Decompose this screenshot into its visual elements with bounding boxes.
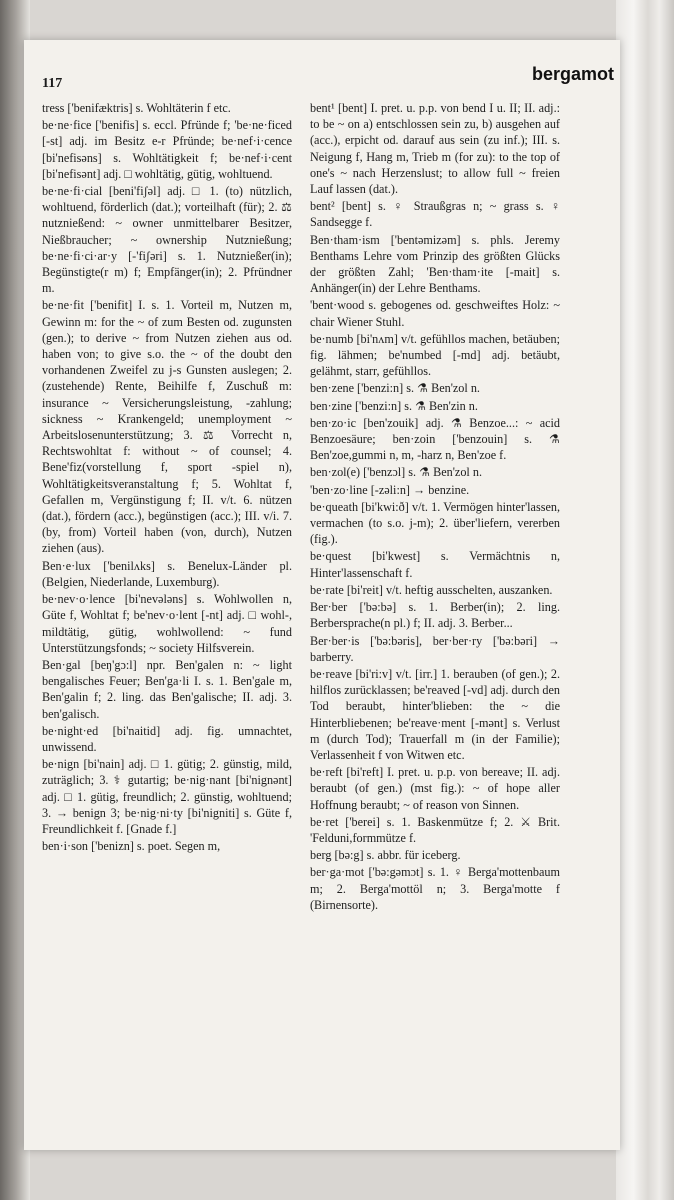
dictionary-entry: ben·zene ['benzi:n] s. ⚗ Ben'zol n. [310, 381, 480, 396]
dictionary-entry: be·queath [bi'kwi:ð] v/t. 1. Vermögen hinter'lassen, vermachen (to s.o. j-m); 2. über'liefern, vererben (fig.). [310, 499, 560, 547]
dictionary-entry: be·quest [bi'kwest] s. Vermächtnis n, Hinter'lassenschaft f. [310, 549, 560, 580]
dictionary-entry: Ben·tham·ism ['bentəmizəm] s. phls. Jeremy Benthams Lehre vom Prinzip des größten Glücks der größten Zahl; 'Ben·tham·ite [-mait] s. Anhänger(in) der Lehre Benthams. [310, 232, 560, 296]
left-column [42, 100, 292, 1120]
dictionary-entry: be·rate [bi'reit] v/t. heftig ausschelten, auszanken. [310, 582, 553, 597]
right-column [310, 100, 560, 1120]
book-page-edges [616, 0, 674, 1200]
dictionary-entry: Ber·ber ['bə:bə] s. 1. Berber(in); 2. ling. Berbersprache(n pl.) f; II. adj. 3. Berber... [310, 600, 560, 631]
dictionary-entry: be·nign [bi'nain] adj. □ 1. gütig; 2. günstig, mild, zuträglich; 3. ⚕ gutartig; be·nig·nant [bi'nignənt] adj. □ 1. gütig, freundlich; 2. günstig, wohltuend; 3. → benign 3; be·nig·ni·ty [bi'nigniti] s. Güte f, Freundlichkeit f. [Gnade f.] [42, 757, 292, 836]
dictionary-entry: ben·zo·ic [ben'zouik] adj. ⚗ Benzoe...: ~ acid Benzoesäure; ben·zoin ['benzouin] s. ⚗ Ben'zoe,gummi n, m, -harz n, Ben'zoe f. [310, 415, 560, 463]
dictionary-entry: Ben·e·lux ['benilʌks] s. Benelux-Länder pl. (Belgien, Niederlande, Luxemburg). [42, 558, 292, 589]
dictionary-entry: ben·i·son ['benizn] s. poet. Segen m, [42, 839, 221, 854]
dictionary-entry: 'bent·wood s. gebogenes od. geschweiftes Holz: ~ chair Wiener Stuhl. [310, 298, 560, 329]
dictionary-entry: bent² [bent] s. ♀ Straußgras n; ~ grass s. ♀ Sandsegge f. [310, 199, 560, 230]
dictionary-entry: Ber·ber·is ['bə:bəris], ber·ber·ry ['bə:bəri] → barberry. [310, 633, 560, 664]
dictionary-entry: 'ben·zo·line [-zəli:n] → benzine. [310, 482, 470, 497]
dictionary-entry: ben·zine ['benzi:n] s. ⚗ Ben'zin n. [310, 398, 478, 413]
dictionary-entry: be·numb [bi'nʌm] v/t. gefühllos machen, betäuben; fig. lähmen; be'numbed [-md] adj. betäubt, gelähmt, starr, gefühllos. [310, 331, 560, 379]
dictionary-entry: be·ne·fice ['benifis] s. eccl. Pfründe f; 'be·ne·ficed [-st] adj. im Besitz e-r Pfründe; be·nef·i·cence [bi'nefisəns] s. Wohltätigkeit f; be·nef·i·cent [bi'nefisənt] adj. □ wohltätig, gütig, wohltuend. [42, 118, 292, 181]
dictionary-entry: be·ret ['berei] s. 1. Baskenmütze f; 2. ⚔ Brit. 'Felduni,formmütze f. [310, 814, 560, 845]
dictionary-entry: berg [bə:g] s. abbr. für iceberg. [310, 848, 461, 863]
dictionary-entry: bent¹ [bent] I. pret. u. p.p. von bend I u. II; II. adj.: to be ~ on a) entschlossen sein zu, b) ausgehen auf (acc.), erpicht od. darauf aus sein (zu inf.); III. s. Neigung f, Hang m, Trieb m (for zu): to the top of one's ~ nach Herzenslust; to allow full ~ freien Lauf lassen (dat.). [310, 101, 560, 197]
dictionary-entry: be·night·ed [bi'naitid] adj. fig. umnachtet, unwissend. [42, 723, 292, 754]
dictionary-entry: be·nev·o·lence [bi'nevələns] s. Wohlwollen n, Güte f, Wohltat f; be'nev·o·lent [-nt] adj. □ wohl-, mildtätig, gütig, wohlwollend: ~ fund Unterstützungsfonds; ~ society Hilfsverein. [42, 592, 292, 655]
dictionary-entry: be·ne·fit ['benifit] I. s. 1. Vorteil m, Nutzen m, Gewinn m: for the ~ of zum Besten od. zugunsten (gen.); to derive ~ from Nutzen ziehen aus od. haben von; to give s.o. the ~ of the doubt den vorhandenen Zweifel zu j-s Gunsten auslegen; 2. (zustehende) Rente, Beihilfe f, Zuschuß m: insurance ~ Versicherungsleistung, -zahlung; sickness ~ Krankengeld; unemployment ~ Arbeitslosenunterstützung; 3. ⚖ Vorrecht n, Rechtswohltat f: without ~ of counsel; 4. Bene'fiz(vorstellung f, sport -spiel n), Wohltätigkeitsveranstaltung f; 5. Wohltat f, Gefallen m, Vergünstigung f; II. v/t. 6. nützen (dat.), fördern (acc.), begünstigen (acc.); III. v/i. 7. (by, from) Vorteil haben (von, durch), Nutzen ziehen (aus). [42, 298, 292, 556]
dictionary-entry: ber·ga·mot ['bə:gəmɔt] s. 1. ♀ Berga'mottenbaum m; 2. Berga'mottöl n; 3. Berga'motte f (Birnensorte). [310, 865, 560, 912]
dictionary-entry: be·reave [bi'ri:v] v/t. [irr.] 1. berauben (of gen.); 2. hilflos zurücklassen; be'reaved [-vd] adj. durch den Tod beraubt, hinter'blieben: the ~ die Hinterbliebenen; be'reave·ment [-mənt] s. Verlust m (durch Tod); Trauerfall m (in der Familie); Verlassenheit f von Witwen etc. [310, 666, 560, 762]
dictionary-entry: tress ['benifæktris] s. Wohltäterin f etc. [42, 101, 231, 115]
dictionary-entry: be·ne·fi·cial [beni'fiʃəl] adj. □ 1. (to) nützlich, wohltuend, förderlich (dat.); vorteilhaft (für); 2. ⚖ nutznießend: ~ owner unmittelbarer Besitzer, Nießbraucher; ~ ownership Nutznießung; be·ne·fi·ci·ar·y [-'fiʃəri] s. 1. Nutznießer(in); Begünstigte(r m) f; Empfänger(in); 2. Pfründner m. [42, 184, 292, 296]
dictionary-entry: Ben·gal [beŋ'gɔ:l] npr. Ben'galen n: ~ light bengalisches Feuer; Ben'ga·li I. s. 1. Ben'gale m, Ben'galin f; 2. ling. das Ben'galische; II. adj. 3. ben'galisch. [42, 657, 292, 721]
dictionary-entry: be·reft [bi'reft] I. pret. u. p.p. von bereave; II. adj. beraubt (of gen.) (mst fig.): ~ of hope aller Hoffnung beraubt; ~ of reason von Sinnen. [310, 765, 560, 812]
page-number: 117 [42, 76, 63, 91]
running-head: bergamot [531, 64, 614, 84]
dictionary-entry: ben·zol(e) ['benzɔl] s. ⚗ Ben'zol n. [310, 465, 482, 480]
